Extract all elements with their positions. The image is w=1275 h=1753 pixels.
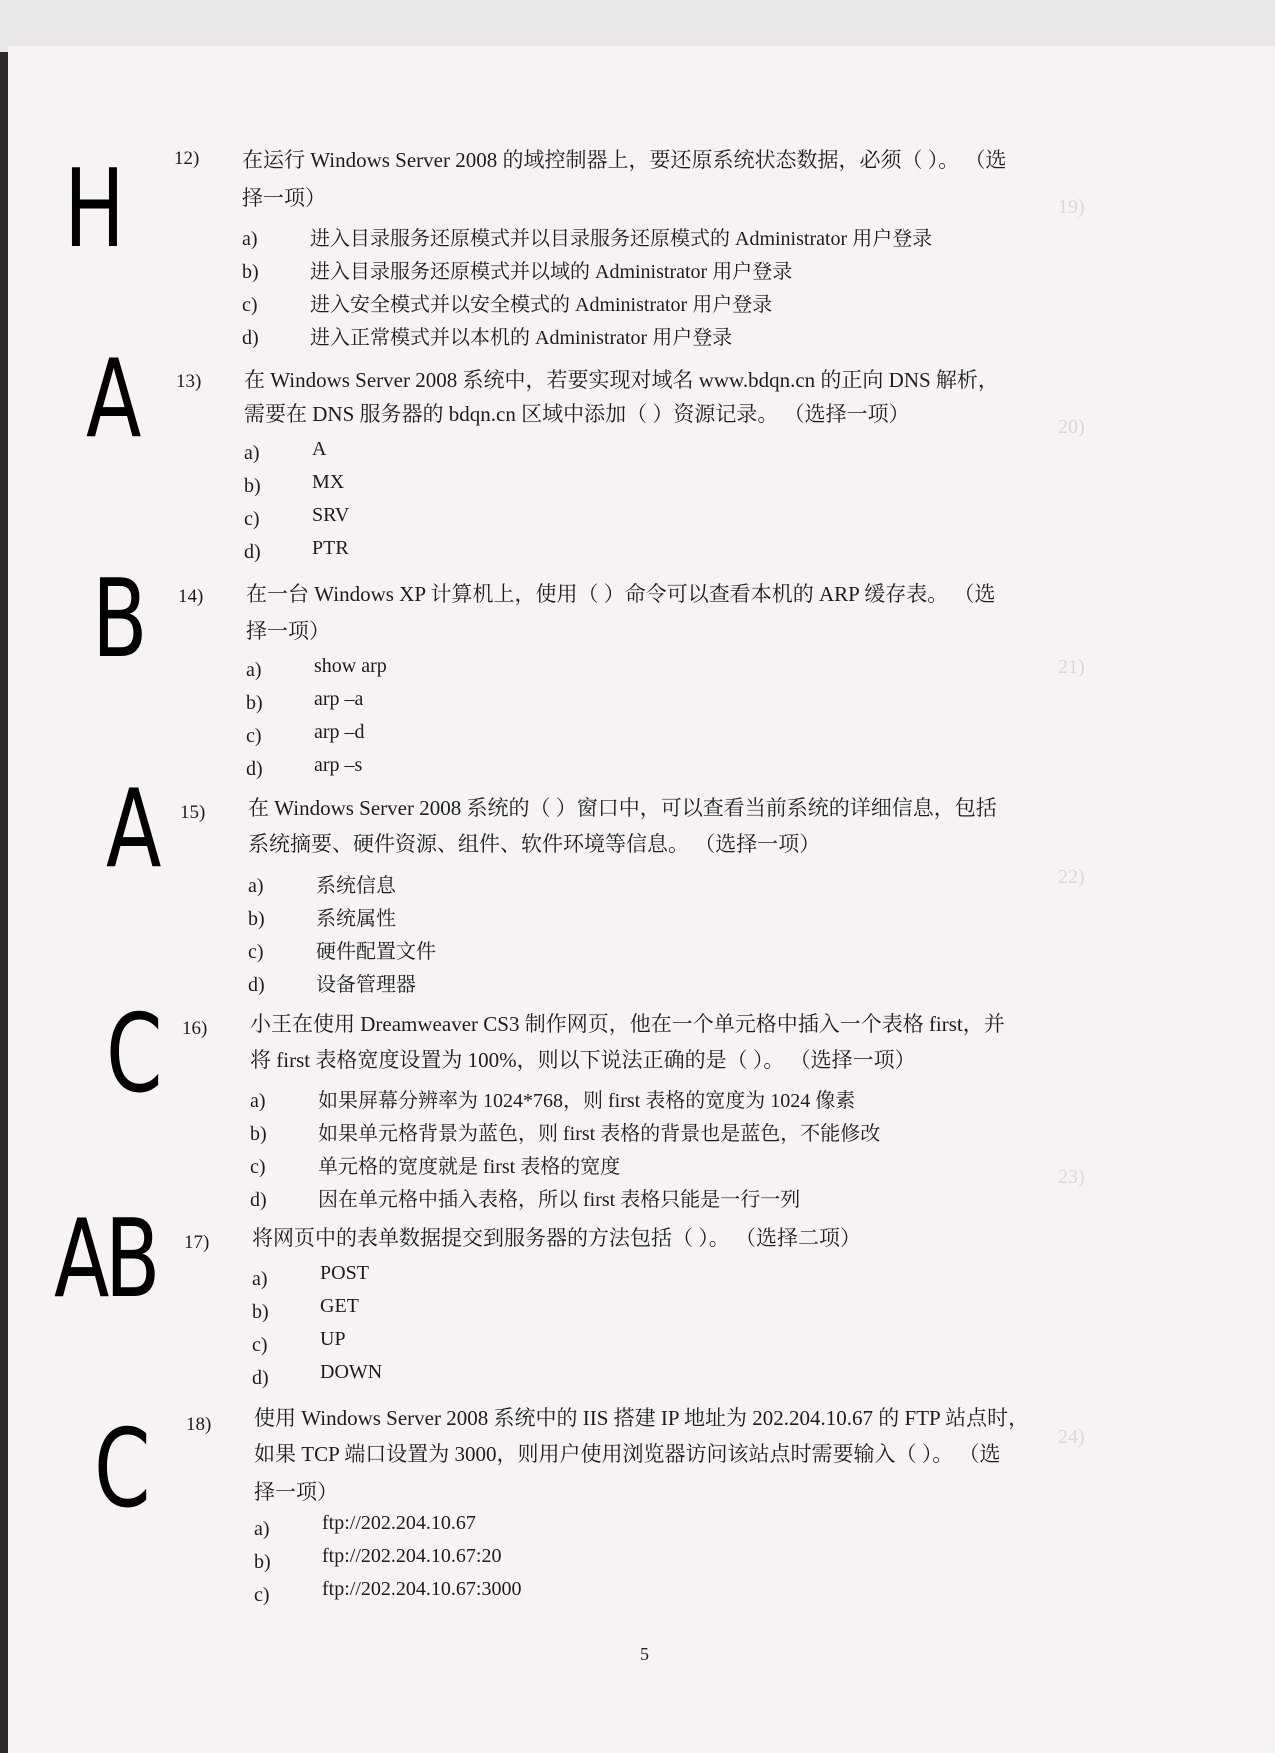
option-text: 进入正常模式并以本机的 Administrator 用户登录 xyxy=(310,327,733,349)
question-number: 14) xyxy=(178,586,204,607)
question-text-line: 择一项） xyxy=(246,619,330,643)
bleed-through: 24) xyxy=(1058,1426,1085,1448)
option-text: 系统信息 xyxy=(316,875,396,897)
option-text: ftp://202.204.10.67:20 xyxy=(322,1545,502,1567)
option-text: ftp://202.204.10.67 xyxy=(322,1512,476,1534)
question-text-line: 在 Windows Server 2008 系统的（ ）窗口中，可以查看当前系统的详细信息，包括 xyxy=(248,796,997,820)
option-letter: b) xyxy=(244,475,261,497)
option-letter: b) xyxy=(246,692,263,714)
option-letter: a) xyxy=(250,1090,266,1112)
handwritten-answer: C xyxy=(106,992,159,1117)
option-letter: b) xyxy=(252,1301,269,1323)
option-letter: a) xyxy=(244,442,260,464)
option-letter: a) xyxy=(248,875,264,897)
option-letter: c) xyxy=(250,1156,266,1178)
option-letter: c) xyxy=(242,294,258,316)
option-letter: c) xyxy=(254,1584,270,1606)
question-text-line: 系统摘要、硬件资源、组件、软件环境等信息。 （选择一项） xyxy=(248,832,821,856)
option-letter: d) xyxy=(244,541,261,563)
question-number: 16) xyxy=(182,1018,208,1039)
question-text-line: 在一台 Windows XP 计算机上，使用（ ）命令可以查看本机的 ARP 缓存表。 （选 xyxy=(246,582,996,606)
option-letter: b) xyxy=(254,1551,271,1573)
scanner-top-edge xyxy=(0,0,1275,52)
option-text: 因在单元格中插入表格，所以 first 表格只能是一行一列 xyxy=(318,1189,801,1211)
option-text: arp –a xyxy=(314,688,364,710)
option-text: show arp xyxy=(314,655,387,677)
option-text: arp –d xyxy=(314,721,365,743)
bleed-through: 22) xyxy=(1058,866,1085,888)
handwritten-answer: H xyxy=(64,147,121,272)
question-text-line: 在运行 Windows Server 2008 的域控制器上，要还原系统状态数据，必须（ ）。 （选 xyxy=(242,148,1007,172)
option-letter: d) xyxy=(242,327,259,349)
handwritten-answer: A xyxy=(106,767,157,892)
page-number: 5 xyxy=(640,1644,649,1664)
question-text-line: 需要在 DNS 服务器的 bdqn.cn 区域中添加（ ）资源记录。 （选择一项） xyxy=(244,402,910,426)
bleed-through: 19) xyxy=(1058,196,1085,218)
question-text-line: 将网页中的表单数据提交到服务器的方法包括（ ）。 （选择二项） xyxy=(252,1226,861,1250)
option-letter: c) xyxy=(244,508,260,530)
handwritten-answer: AB xyxy=(54,1197,156,1322)
question-text-line: 择一项） xyxy=(242,186,326,210)
handwritten-answer: C xyxy=(94,1407,147,1532)
question-number: 15) xyxy=(180,802,206,823)
question-number: 17) xyxy=(184,1232,210,1253)
option-text: UP xyxy=(320,1328,346,1350)
option-text: DOWN xyxy=(320,1361,383,1383)
option-text: MX xyxy=(312,471,345,493)
option-text: ftp://202.204.10.67:3000 xyxy=(322,1578,522,1600)
question-text-line: 使用 Windows Server 2008 系统中的 IIS 搭建 IP 地址为 202.204.10.67 的 FTP 站点时， xyxy=(254,1406,1030,1430)
option-text: 进入目录服务还原模式并以目录服务还原模式的 Administrator 用户登录 xyxy=(310,228,933,250)
bleed-through: 23) xyxy=(1058,1166,1085,1188)
option-text: 系统属性 xyxy=(316,908,396,930)
question-text-line: 小王在使用 Dreamweaver CS3 制作网页，他在一个单元格中插入一个表格 first，并 xyxy=(250,1012,1005,1036)
option-text: 如果单元格背景为蓝色，则 first 表格的背景也是蓝色，不能修改 xyxy=(318,1123,881,1145)
option-text: 如果屏幕分辨率为 1024*768，则 first 表格的宽度为 1024 像素 xyxy=(318,1090,856,1112)
option-letter: a) xyxy=(242,228,258,250)
option-letter: d) xyxy=(252,1367,269,1389)
option-letter: c) xyxy=(248,941,264,963)
handwritten-answer: B xyxy=(92,557,144,682)
option-text: 进入安全模式并以安全模式的 Administrator 用户登录 xyxy=(310,294,773,316)
bleed-through: 20) xyxy=(1058,416,1085,438)
option-letter: b) xyxy=(242,261,259,283)
option-text: SRV xyxy=(312,504,350,526)
option-text: A xyxy=(312,438,327,460)
option-letter: d) xyxy=(250,1189,267,1211)
handwritten-answer: A xyxy=(86,337,137,462)
option-letter: b) xyxy=(250,1123,267,1145)
option-letter: a) xyxy=(254,1518,270,1540)
option-letter: a) xyxy=(252,1268,268,1290)
option-text: 设备管理器 xyxy=(316,974,416,996)
option-text: 进入目录服务还原模式并以域的 Administrator 用户登录 xyxy=(310,261,793,283)
option-text: POST xyxy=(320,1262,369,1284)
option-letter: d) xyxy=(248,974,265,996)
option-text: PTR xyxy=(312,537,349,559)
question-text-line: 择一项） xyxy=(254,1480,338,1504)
option-text: 硬件配置文件 xyxy=(316,941,436,963)
option-letter: a) xyxy=(246,659,262,681)
option-text: arp –s xyxy=(314,754,363,776)
option-letter: c) xyxy=(246,725,262,747)
question-number: 13) xyxy=(176,371,202,392)
question-text-line: 如果 TCP 端口设置为 3000，则用户使用浏览器访问该站点时需要输入（ ）。 （选 xyxy=(254,1442,1001,1466)
option-letter: b) xyxy=(248,908,265,930)
question-number: 12) xyxy=(174,148,200,169)
option-text: GET xyxy=(320,1295,359,1317)
question-text-line: 在 Windows Server 2008 系统中，若要实现对域名 www.bdqn.cn 的正向 DNS 解析， xyxy=(244,368,999,392)
option-text: 单元格的宽度就是 first 表格的宽度 xyxy=(318,1156,621,1178)
option-letter: d) xyxy=(246,758,263,780)
option-letter: c) xyxy=(252,1334,268,1356)
question-text-line: 将 first 表格宽度设置为 100%，则以下说法正确的是（ ）。 （选择一项） xyxy=(250,1048,916,1072)
question-number: 18) xyxy=(186,1414,212,1435)
scanned-page xyxy=(8,46,1275,1753)
bleed-through: 21) xyxy=(1058,656,1085,678)
